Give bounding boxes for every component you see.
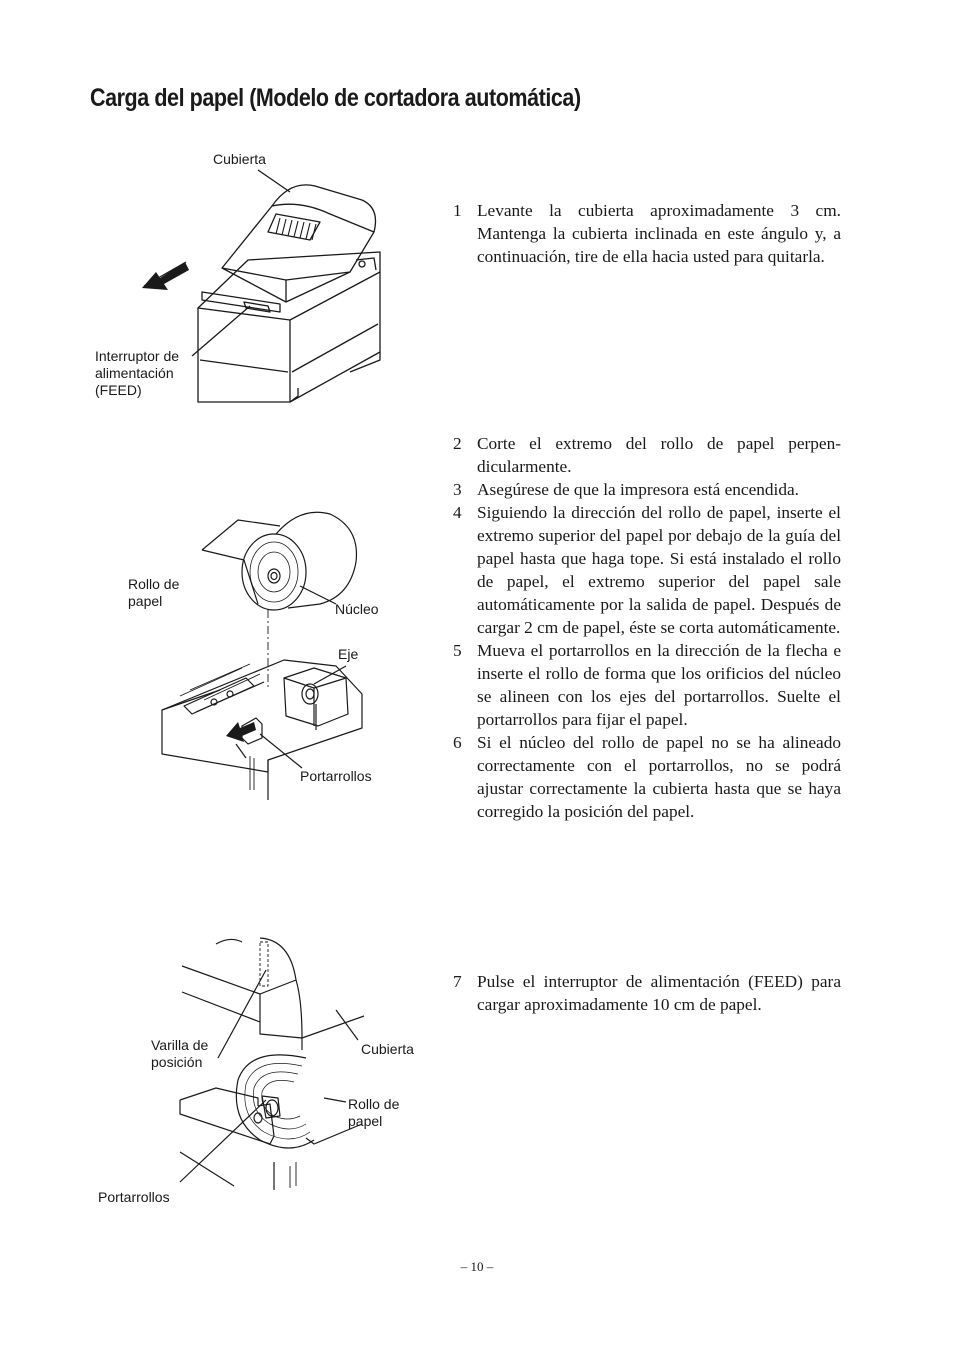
step-number: 2 xyxy=(453,434,462,453)
steps-block-1 xyxy=(453,199,841,268)
step-1 xyxy=(453,199,841,268)
label-feed-switch-line1: Interruptor de xyxy=(95,348,180,364)
step-text: Levante la cubierta aproximadamente 3 cm. Mantenga la cubierta inclinada en este ángulo y, a continuación, tire de ella hacia usted para quitarla. xyxy=(477,201,841,266)
label-roll-holder: Portarrollos xyxy=(300,768,372,784)
step-number: 1 xyxy=(453,201,462,220)
page-number: – 10 – xyxy=(460,1259,494,1274)
label-feed-switch-line3: (FEED) xyxy=(95,382,142,398)
label-roll-line2: papel xyxy=(128,593,163,609)
step-number: 5 xyxy=(453,641,462,660)
step-7 xyxy=(453,970,841,1016)
steps-block-3 xyxy=(453,970,841,1016)
label-roll-line1: Rollo de xyxy=(128,576,180,592)
step-text: Pulse el interruptor de alimentación (FEED) para cargar aproximadamente 10 cm de papel. xyxy=(477,972,841,1014)
label-core: Núcleo xyxy=(335,601,379,617)
step-number: 3 xyxy=(453,480,462,499)
label-shaft: Eje xyxy=(338,646,359,662)
step-number: 6 xyxy=(453,733,462,752)
label-roll-holder-fig3: Portarrollos xyxy=(98,1189,170,1205)
step-text: Corte el extremo del rollo de papel perpen-dicularmente. xyxy=(477,434,841,476)
step-number: 7 xyxy=(453,972,462,991)
label-roll-fig3-line2: papel xyxy=(348,1113,383,1129)
step-text: Siguiendo la dirección del rollo de papel, inserte el extremo superior del papel por debajo de la guía del papel hasta que haga tope. Si está instalado el rollo de papel, el extremo superior del papel sale automáticamente por la salida de papel. Después de cargar 2 cm de papel, éste se corta automáticamente. xyxy=(477,503,841,637)
step-5 xyxy=(453,639,841,731)
step-2 xyxy=(453,432,841,478)
step-text: Mueva el portarrollos en la dirección de la flecha e inserte el rollo de forma que los orificios del núcleo se alineen con los ejes del portarrollos. Suelte el portarrollos para fijar el papel. xyxy=(477,641,841,729)
page-title: Carga del papel (Modelo de cortadora automática) xyxy=(90,84,581,112)
step-number: 4 xyxy=(453,503,462,522)
steps-block-2 xyxy=(453,432,841,823)
step-6 xyxy=(453,731,841,823)
label-position-rod-line1: Varilla de xyxy=(151,1037,209,1053)
label-roll-fig3-line1: Rollo de xyxy=(348,1096,400,1112)
label-cover-fig3: Cubierta xyxy=(361,1041,414,1057)
step-text: Si el núcleo del rollo de papel no se ha alineado correctamente con el portarrollos, no se podrá ajustar correctamente la cubierta hasta que se haya corregido la posición del papel. xyxy=(477,733,841,821)
label-feed-switch-line2: alimentación xyxy=(95,365,174,381)
step-3 xyxy=(453,478,841,501)
step-text: Asegúrese de que la impresora está encendida. xyxy=(477,480,799,499)
label-position-rod-line2: posición xyxy=(151,1054,203,1070)
step-4 xyxy=(453,501,841,639)
label-cover: Cubierta xyxy=(213,151,266,167)
